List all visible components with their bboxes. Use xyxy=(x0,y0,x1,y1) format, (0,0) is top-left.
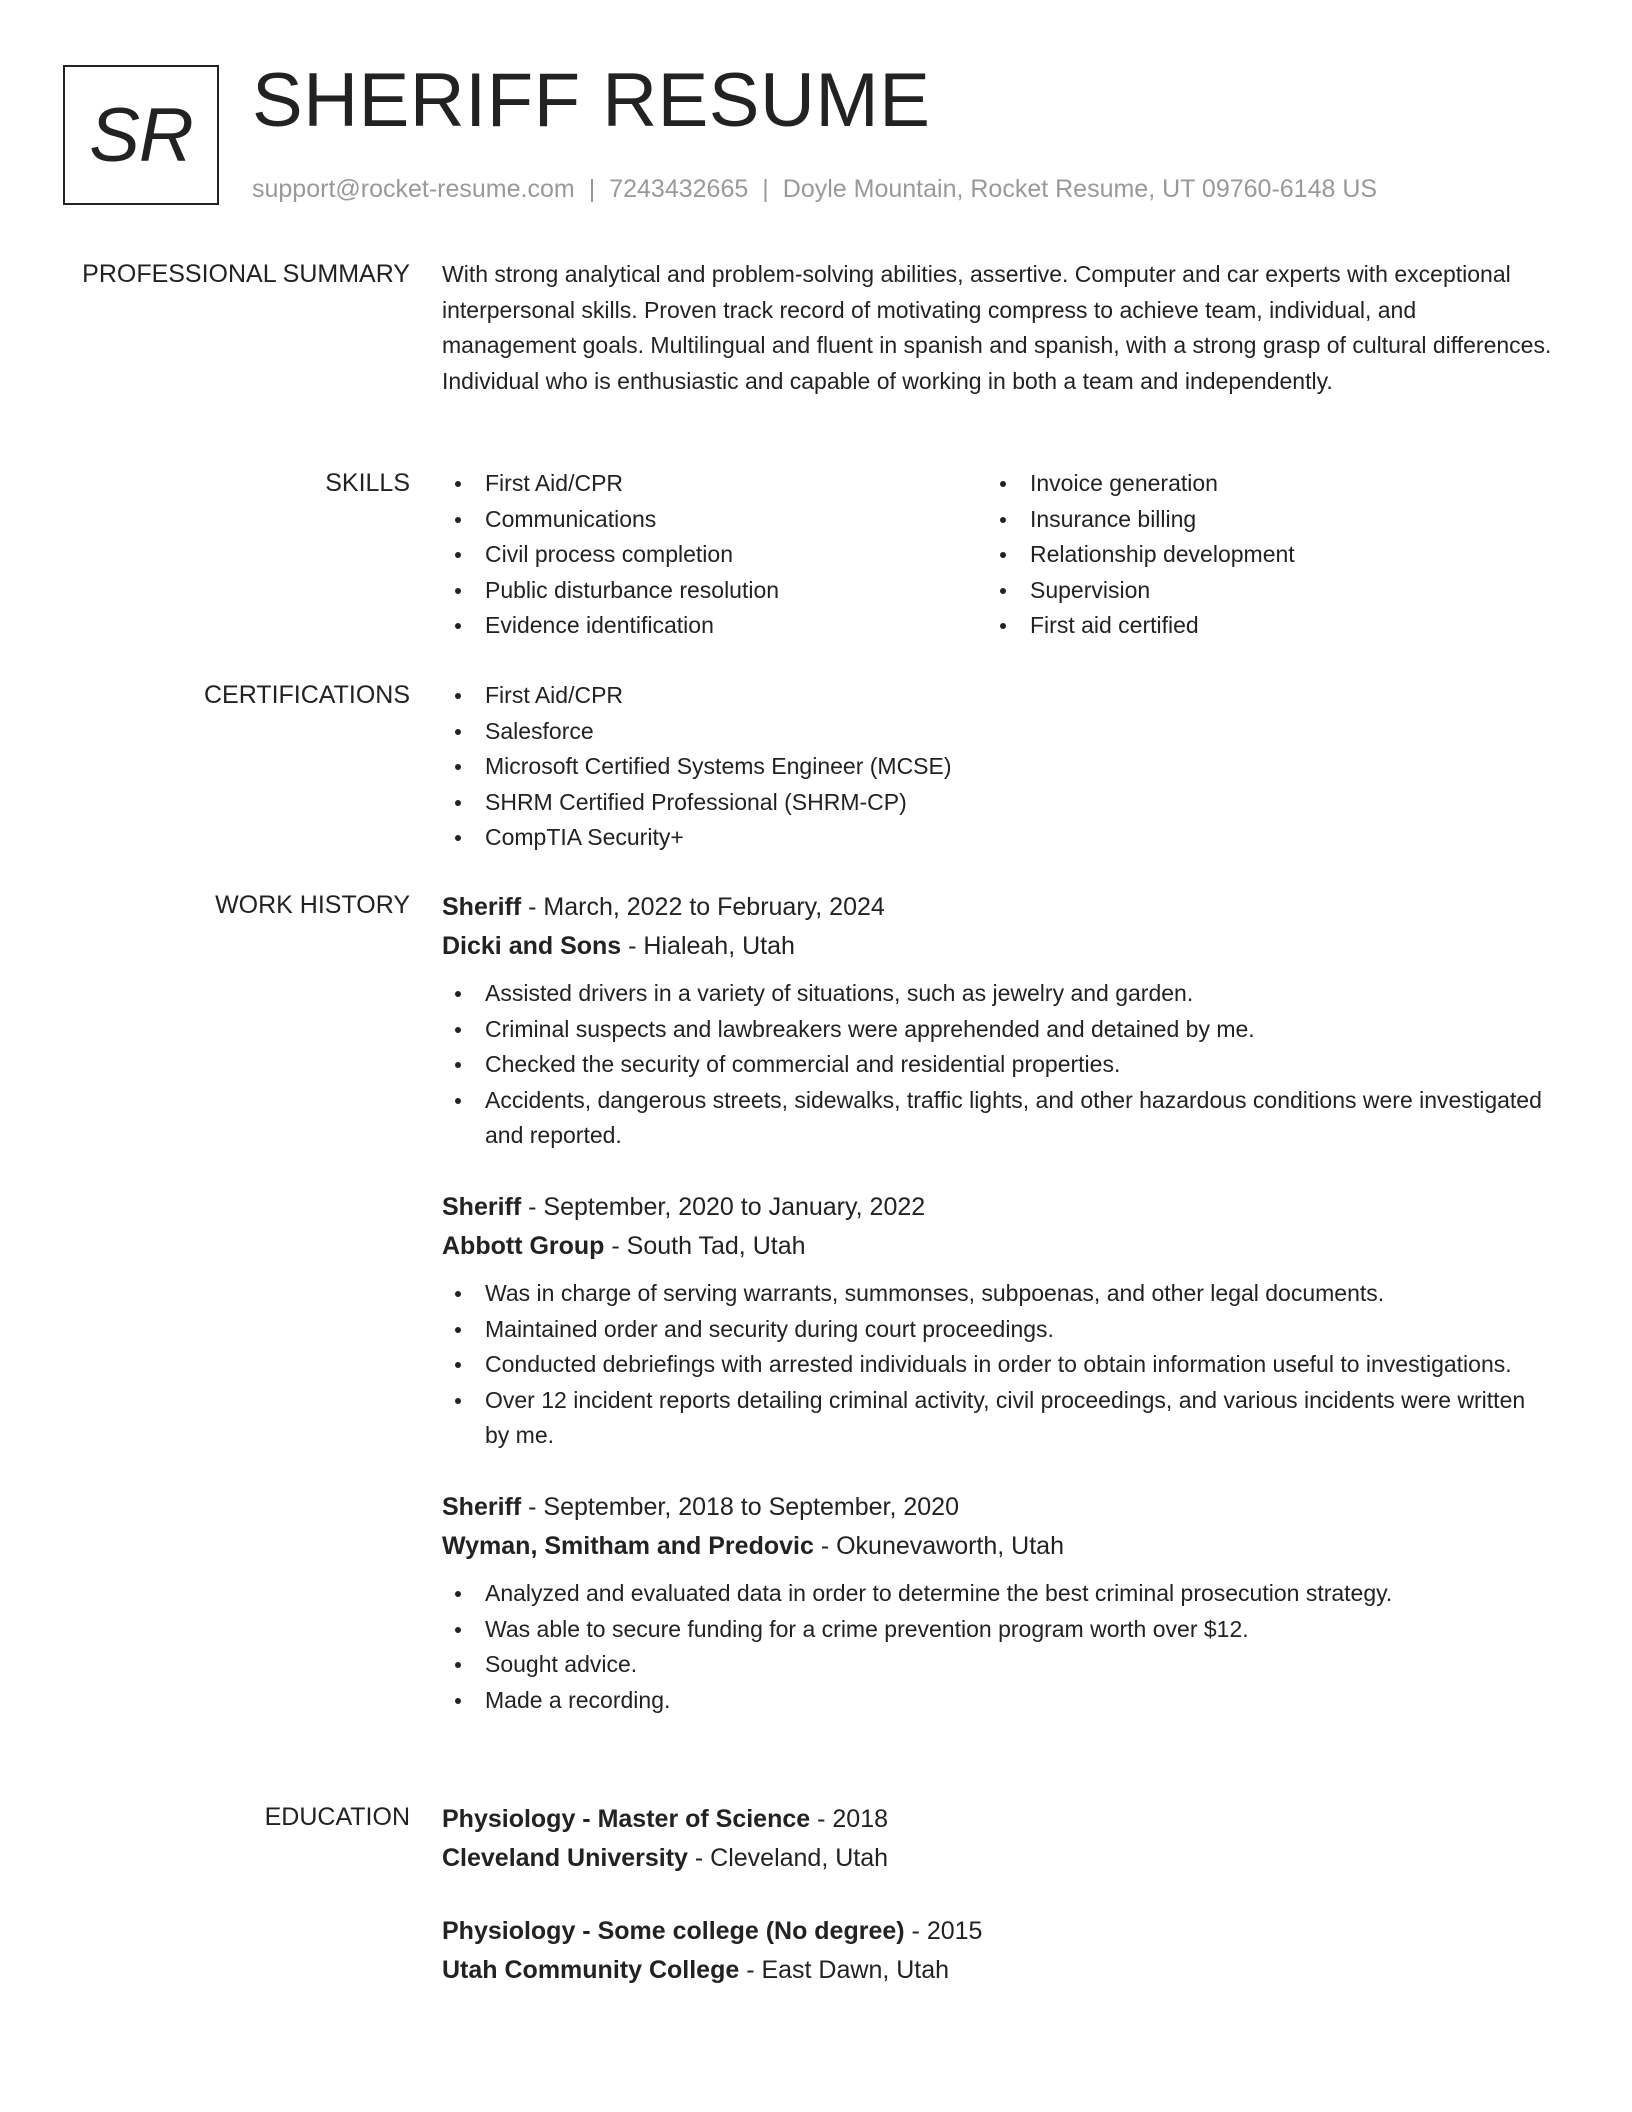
skills-body xyxy=(442,466,1552,644)
education-school-line xyxy=(442,1839,1552,1878)
skill-item: Relationship development xyxy=(987,537,1532,573)
education-body xyxy=(442,1800,1552,2024)
education-entry xyxy=(442,1912,1552,1990)
job-company-line xyxy=(442,1227,1552,1266)
skill-item: Civil process completion xyxy=(442,537,987,573)
skills-list-left xyxy=(442,466,987,644)
job-entry xyxy=(442,1188,1552,1454)
education-entry xyxy=(442,1800,1552,1878)
job-bullet: Maintained order and security during court proceedings. xyxy=(442,1312,1552,1348)
job-entry xyxy=(442,888,1552,1154)
job-company: Abbott Group xyxy=(442,1231,605,1260)
education-degree-line xyxy=(442,1912,1552,1951)
education-degree: Physiology - Some college (No degree) xyxy=(442,1917,905,1945)
job-company-line xyxy=(442,1527,1552,1566)
job-company-line xyxy=(442,927,1552,966)
certification-item: SHRM Certified Professional (SHRM-CP) xyxy=(442,785,1552,821)
section-label-education: EDUCATION xyxy=(264,1803,410,1831)
job-title-line xyxy=(442,1488,1552,1527)
job-title-line xyxy=(442,1188,1552,1227)
education-school-line xyxy=(442,1951,1552,1990)
job-location: - South Tad, Utah xyxy=(604,1231,806,1260)
job-title: Sheriff xyxy=(442,1492,522,1521)
certifications-body xyxy=(442,678,1552,856)
contact-separator: | xyxy=(588,175,596,203)
education-location: - Cleveland, Utah xyxy=(687,1844,889,1872)
certification-item: First Aid/CPR xyxy=(442,678,1552,714)
section-label-certifications: CERTIFICATIONS xyxy=(203,681,410,709)
section-label-skills: SKILLS xyxy=(325,469,410,497)
job-bullet: Over 12 incident reports detailing criminal activity, civil proceedings, and various incidents were written by me. xyxy=(442,1383,1552,1454)
skill-item: First Aid/CPR xyxy=(442,466,987,502)
job-company: Dicki and Sons xyxy=(442,932,622,960)
job-location: - Okunevaworth, Utah xyxy=(813,1531,1064,1560)
education-degree-line xyxy=(442,1800,1552,1839)
skill-item: Evidence identification xyxy=(442,608,987,644)
education-location: - East Dawn, Utah xyxy=(739,1956,950,1984)
certifications-list xyxy=(442,678,1552,856)
job-dates: - March, 2022 to February, 2024 xyxy=(521,893,885,921)
resume-title: SHERIFF RESUME xyxy=(252,58,931,143)
skill-item: First aid certified xyxy=(987,608,1532,644)
education-school: Utah Community College xyxy=(442,1956,740,1984)
job-dates: - September, 2018 to September, 2020 xyxy=(521,1492,959,1521)
job-bullet: Checked the security of commercial and residential properties. xyxy=(442,1047,1552,1083)
contact-line xyxy=(252,174,1377,204)
job-bullets xyxy=(442,976,1552,1154)
education-degree: Physiology - Master of Science xyxy=(442,1805,811,1833)
skill-item: Insurance billing xyxy=(987,502,1532,538)
job-bullet: Made a recording. xyxy=(442,1683,1552,1719)
contact-address: Doyle Mountain, Rocket Resume, UT 09760-6148 US xyxy=(782,175,1378,203)
summary-text: With strong analytical and problem-solving abilities, assertive. Computer and car experts with exceptional interpersonal skills. Proven track record of motivating compress to achieve team, individual, and management goals. Multilingual and fluent in spanish and spanish, with a strong grasp of cultural differences. Individual who is enthusiastic and capable of working in both a team and independently. xyxy=(442,261,1552,394)
section-label-work-history: WORK HISTORY xyxy=(215,891,410,919)
education-year: - 2015 xyxy=(904,1917,983,1945)
education-school: Cleveland University xyxy=(442,1844,688,1872)
summary-body xyxy=(442,257,1552,399)
job-bullet: Assisted drivers in a variety of situations, such as jewelry and garden. xyxy=(442,976,1552,1012)
job-bullet: Sought advice. xyxy=(442,1647,1552,1683)
job-title: Sheriff xyxy=(442,893,522,921)
job-bullet: Was able to secure funding for a crime prevention program worth over $12. xyxy=(442,1612,1552,1648)
contact-separator: | xyxy=(762,175,769,203)
job-bullets xyxy=(442,1276,1552,1454)
job-dates: - September, 2020 to January, 2022 xyxy=(521,1192,926,1221)
monogram-initials: SR xyxy=(63,65,219,205)
job-title-line xyxy=(442,888,1552,927)
skill-item: Invoice generation xyxy=(987,466,1532,502)
job-bullet: Criminal suspects and lawbreakers were apprehended and detained by me. xyxy=(442,1012,1552,1048)
job-location: - Hialeah, Utah xyxy=(621,932,795,960)
certification-item: CompTIA Security+ xyxy=(442,820,1552,856)
certification-item: Salesforce xyxy=(442,714,1552,750)
section-label-summary: PROFESSIONAL SUMMARY xyxy=(82,260,410,288)
education-year: - 2018 xyxy=(810,1805,889,1833)
skills-list-right xyxy=(987,466,1532,644)
job-bullets xyxy=(442,1576,1552,1718)
job-bullet: Conducted debriefings with arrested individuals in order to obtain information useful to investigations. xyxy=(442,1347,1552,1383)
job-bullet: Analyzed and evaluated data in order to determine the best criminal prosecution strategy. xyxy=(442,1576,1552,1612)
job-bullet: Was in charge of serving warrants, summonses, subpoenas, and other legal documents. xyxy=(442,1276,1552,1312)
job-company: Wyman, Smitham and Predovic xyxy=(442,1531,814,1560)
job-entry xyxy=(442,1488,1552,1718)
job-bullet: Accidents, dangerous streets, sidewalks, traffic lights, and other hazardous conditions were investigated and reported. xyxy=(442,1083,1552,1154)
contact-phone: 7243432665 xyxy=(609,175,749,203)
job-title: Sheriff xyxy=(442,1192,522,1221)
work-history-body xyxy=(442,888,1552,1752)
certification-item: Microsoft Certified Systems Engineer (MCSE) xyxy=(442,749,1552,785)
skill-item: Supervision xyxy=(987,573,1532,609)
skill-item: Communications xyxy=(442,502,987,538)
contact-email: support@rocket-resume.com xyxy=(252,175,575,203)
skill-item: Public disturbance resolution xyxy=(442,573,987,609)
